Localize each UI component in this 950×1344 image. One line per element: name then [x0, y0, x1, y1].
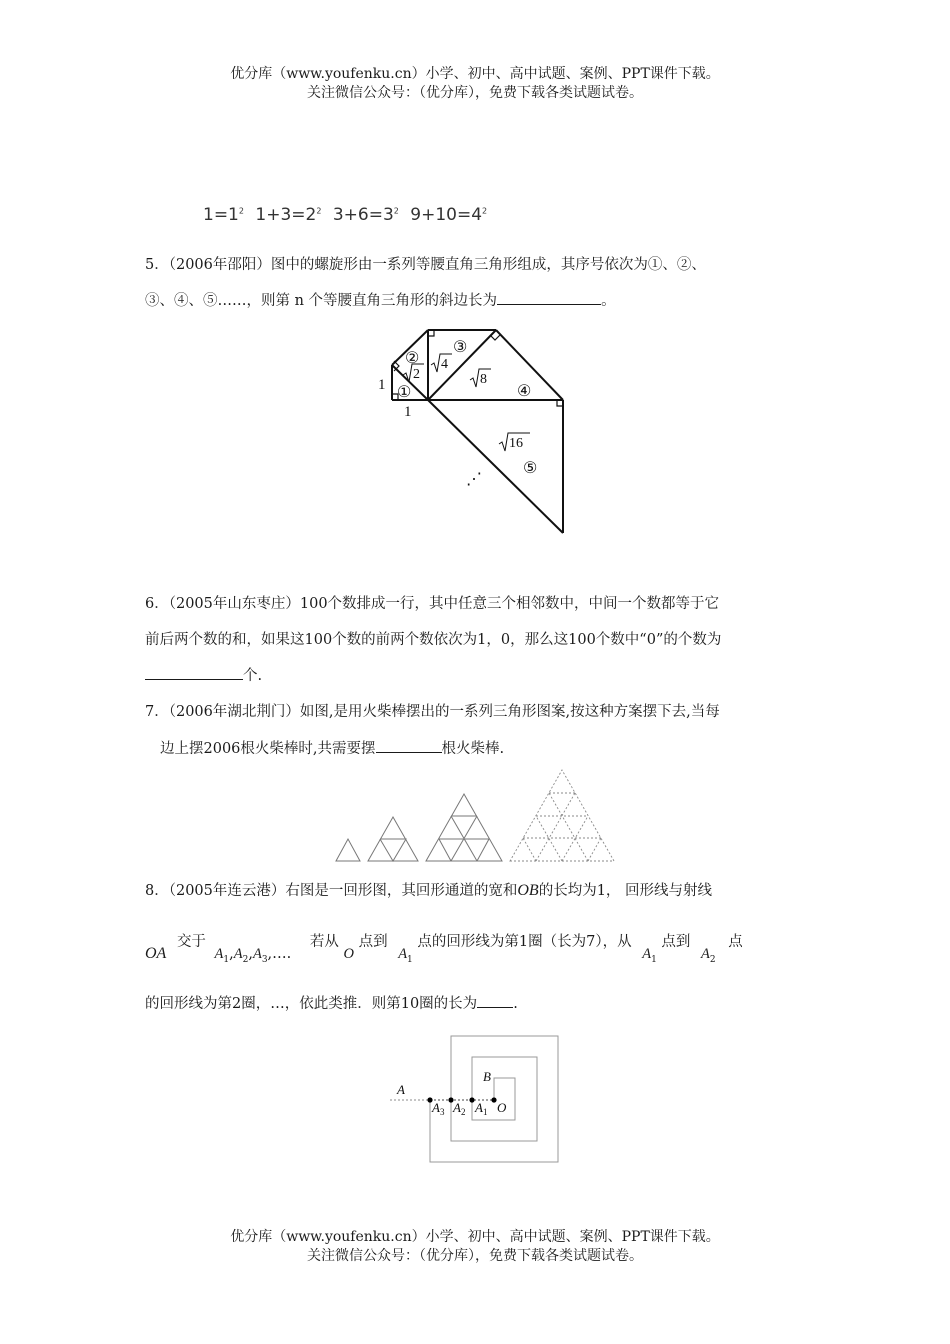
footer-line-1: 优分库（www.youfenku.cn）小学、初中、高中试题、案例、PPT课件下载。	[230, 1229, 720, 1245]
header-line-1: 优分库（www.youfenku.cn）小学、初中、高中试题、案例、PPT课件下载。	[230, 66, 720, 82]
formula-3: 3+6=3	[332, 205, 394, 225]
q8-line-2: OA 交于 $A_1,A_2,A_3,\dots$. 若从 O 点到 $A_1$ 点的回形线为第1圈（长为7），从 $A_1$ 点到 $A_2$ 点	[145, 934, 743, 965]
triangle-size-1	[336, 839, 360, 861]
label-leg-left: 1	[378, 377, 386, 393]
formula-4-exp: 2	[482, 206, 488, 216]
label-root-8: 8	[480, 372, 487, 387]
inner	[477, 839, 489, 861]
label-b: B	[483, 1069, 491, 1084]
label-root-4: 4	[441, 357, 448, 372]
formula-2: 1+3=2	[255, 205, 317, 225]
inner	[523, 838, 536, 861]
edge	[428, 400, 563, 533]
inner	[588, 838, 601, 861]
ray-oa: OA	[145, 945, 167, 962]
formula-2-exp: 2	[316, 206, 322, 216]
q6-line-2: 前后两个数的和，如果这100个数的前两个数依次为1，0，那么这100个数中“0”的个数为	[145, 632, 722, 648]
label-leg-bottom: 1	[404, 404, 412, 420]
dot-o	[491, 1097, 496, 1102]
triangle-size-4	[510, 770, 614, 861]
point-o: O	[343, 946, 354, 962]
segment-ob: OB	[517, 882, 539, 899]
formula-4: 9+10=4	[410, 205, 483, 225]
sub-1: 1	[223, 955, 230, 965]
label-circle-3: ③	[453, 339, 468, 356]
formula-1: 1=1	[203, 205, 239, 225]
triangle-size-2	[368, 817, 418, 861]
point-a1: A	[214, 946, 224, 962]
label-circle-5: ⑤	[523, 460, 538, 477]
sub-2: 2	[242, 955, 249, 965]
label-o: O	[497, 1100, 507, 1115]
q5-line-2-text: ③、④、⑤……，则第 n 个等腰直角三角形的斜边长为	[145, 293, 498, 309]
formula-1-exp: 2	[238, 206, 244, 216]
q8-line-3	[145, 992, 518, 1013]
sub-1-c: 1	[651, 955, 657, 965]
inner	[536, 793, 575, 861]
label-a: A	[397, 1082, 405, 1097]
outline	[426, 794, 502, 861]
q7-line-1: 7．（2006年湖北荆门）如图,是用火柴棒摆出的一系列三角形图案,按这种方案摆下去,当每	[145, 704, 720, 720]
q8-dian: 点	[728, 934, 743, 950]
q7-line-2-text: 边上摆2006根火柴棒时,共需要摆	[160, 741, 376, 757]
footer-line-2: 关注微信公众号：（优分库），免费下载各类试题试卷。	[307, 1248, 643, 1264]
label-circle-4: ④	[517, 383, 532, 400]
inner	[549, 793, 588, 861]
dot-a1	[469, 1097, 474, 1102]
q6-line-1: 6．（2005年山东枣庄）100个数排成一行，其中任意三个相邻数中，中间一个数都等于它	[145, 596, 720, 612]
q5-answer-blank[interactable]	[497, 290, 601, 305]
q8-jiao: 交于	[176, 934, 206, 950]
label-a1: $A_1$	[475, 1100, 488, 1117]
q8-line-1	[145, 879, 712, 900]
q5-line-2	[145, 289, 616, 310]
q8-diandao-2: 点到	[661, 934, 691, 950]
inner	[439, 839, 451, 861]
q8-line-1-end: 的长均为1， 回形线与射线	[538, 883, 713, 899]
q8-ruocong: 若从	[309, 934, 339, 950]
inner	[380, 839, 406, 861]
label-circle-2: ②	[405, 350, 420, 367]
q6-line-3-end: 个.	[243, 668, 263, 684]
sub-2-b: 2	[709, 955, 716, 965]
header-line-2: 关注微信公众号：（优分库），免费下载各类试题试卷。	[307, 85, 643, 101]
continuation-dots: ⋰	[466, 471, 482, 488]
formula-line	[203, 205, 487, 225]
q8-diandao-1: 点到	[358, 934, 388, 950]
q5-line-2-end: 。	[601, 293, 616, 309]
q8-line-3-text: 的回形线为第2圈，…，依此类推．则第10圈的长为	[145, 996, 478, 1012]
point-a2-b: A	[701, 946, 710, 962]
label-circle-1: ①	[397, 384, 412, 401]
point-a1-c: A	[642, 946, 652, 962]
q7-answer-blank[interactable]	[376, 738, 442, 753]
spacer	[335, 838, 360, 861]
label-root-2: 2	[413, 367, 420, 382]
label-a3: $A_3$	[432, 1100, 445, 1117]
point-a3: A	[252, 946, 262, 962]
label-a2: $A_2$	[453, 1100, 466, 1117]
q7-line-2	[160, 737, 504, 758]
q6-line-3	[145, 664, 262, 685]
triangle-size-3	[426, 794, 502, 861]
q8-answer-blank[interactable]	[477, 993, 513, 1008]
q8-line-1-text: 8．（2005年连云港）右图是一回形图，其回形通道的宽和	[145, 883, 518, 899]
point-a1-b: A	[398, 946, 408, 962]
q8-line-2-mid: 点的回形线为第1圈（长为7），从	[417, 934, 632, 950]
q8-line-3-end: .	[513, 996, 518, 1012]
q6-answer-blank[interactable]	[145, 665, 243, 680]
point-a2: A	[233, 946, 243, 962]
q5-line-1: 5．（2006年邵阳）图中的螺旋形由一系列等腰直角三角形组成，其序号依次为①、②、	[145, 257, 706, 273]
formula-3-exp: 2	[393, 206, 399, 216]
q7-line-2-end: 根火柴棒.	[441, 741, 505, 757]
right-angle-mark	[490, 335, 500, 340]
sub-3: 3	[261, 955, 268, 965]
spiral-triangles-figure	[370, 325, 580, 540]
sub-1-b: 1	[407, 955, 413, 965]
label-root-16: 16	[509, 436, 523, 451]
square-spiral-figure	[385, 1030, 565, 1170]
matchstick-triangles-figure	[330, 768, 620, 866]
q8-ellipsis: ….	[272, 946, 292, 962]
